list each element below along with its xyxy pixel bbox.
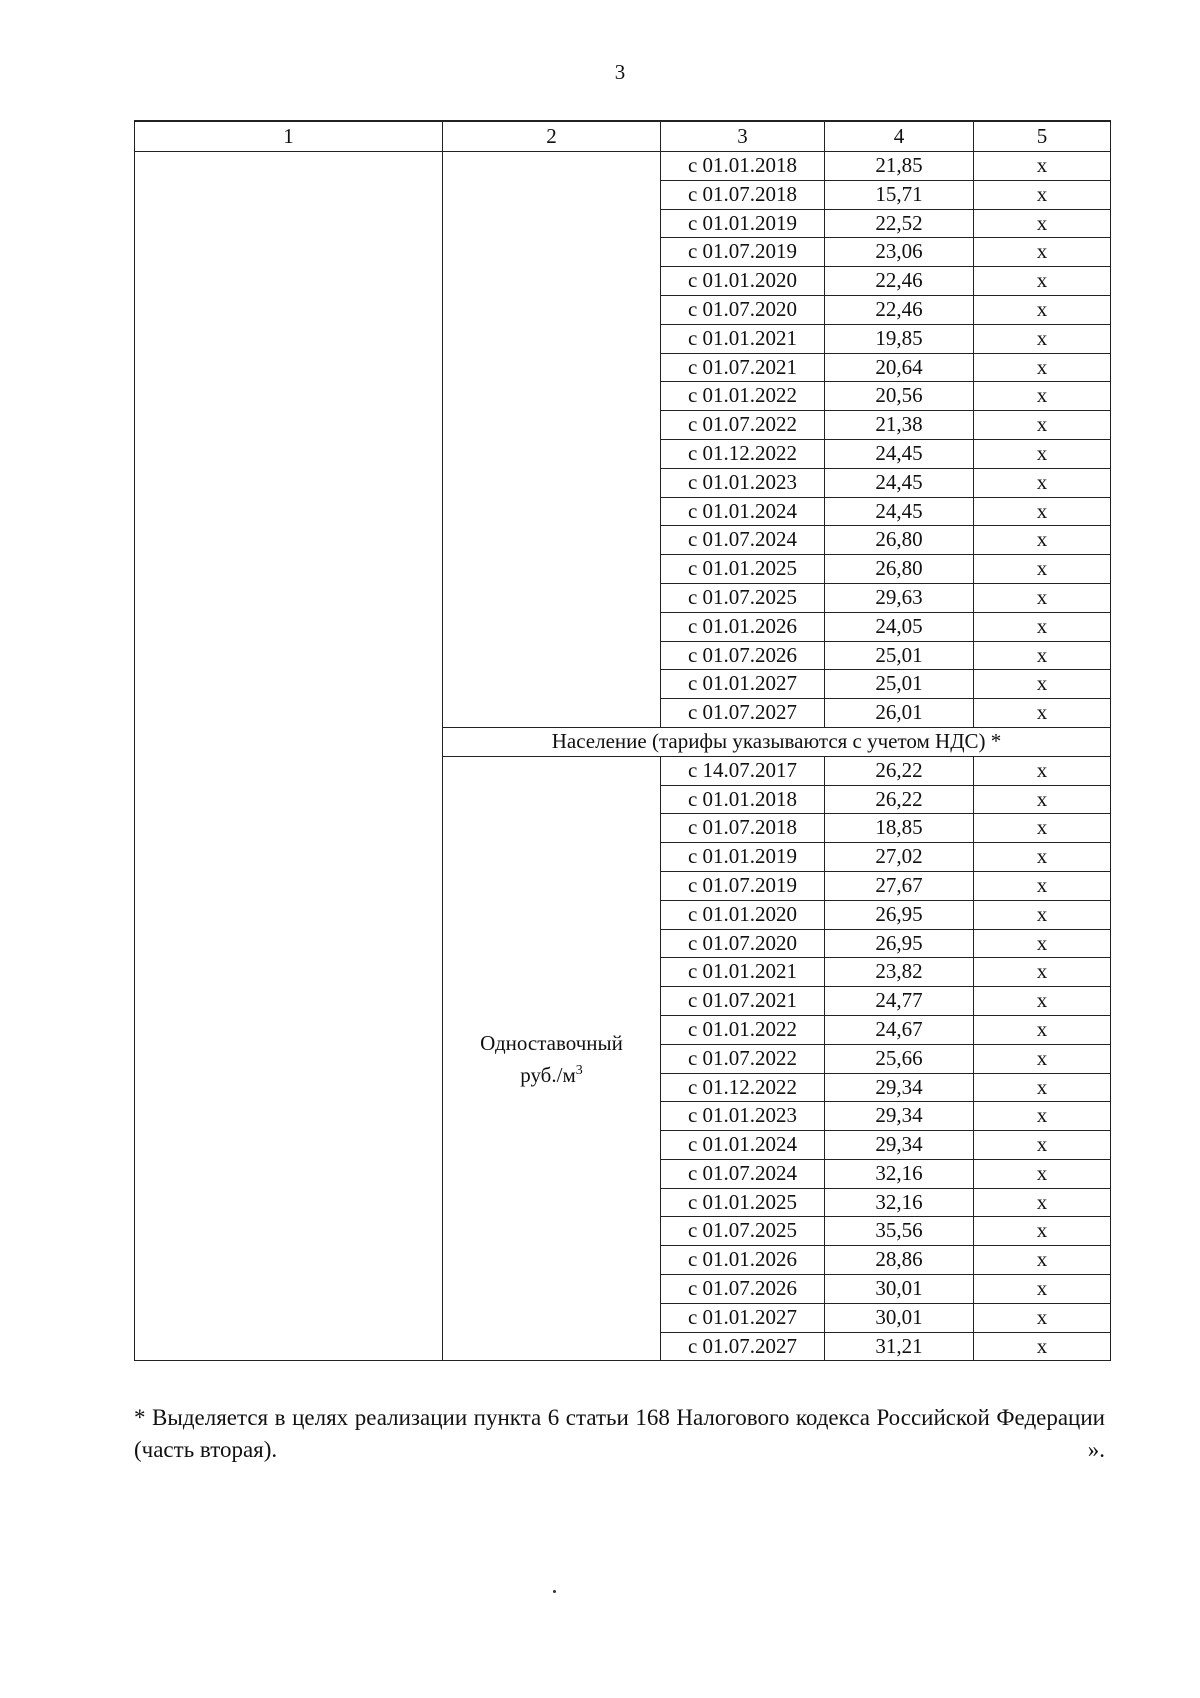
column-5-cell: х: [974, 1073, 1111, 1102]
column-5-cell: х: [974, 468, 1111, 497]
tariff-unit-superscript: 3: [575, 1062, 583, 1078]
column-5-cell: х: [974, 987, 1111, 1016]
date-cell: с 01.01.2023: [661, 1102, 825, 1131]
tariff-value-cell: 27,02: [825, 843, 974, 872]
tariff-value-cell: 25,01: [825, 641, 974, 670]
tariff-value-cell: 29,34: [825, 1131, 974, 1160]
date-cell: с 01.01.2027: [661, 670, 825, 699]
column-number-3: 3: [661, 121, 825, 152]
column-2-merged-cell: [443, 152, 661, 728]
column-5-cell: х: [974, 267, 1111, 296]
date-cell: с 01.01.2023: [661, 468, 825, 497]
date-cell: с 01.01.2026: [661, 1246, 825, 1275]
date-cell: с 01.01.2024: [661, 497, 825, 526]
date-cell: с 01.01.2018: [661, 152, 825, 181]
column-5-cell: х: [974, 180, 1111, 209]
tariff-value-cell: 27,67: [825, 871, 974, 900]
tariff-type-cell: [443, 756, 661, 1361]
column-5-cell: х: [974, 1275, 1111, 1304]
tariff-value-cell: 32,16: [825, 1159, 974, 1188]
date-cell: с 01.01.2022: [661, 382, 825, 411]
column-5-cell: х: [974, 814, 1111, 843]
column-5-cell: х: [974, 756, 1111, 785]
section-title: Население (тарифы указываются с учетом НДС) *: [443, 727, 1111, 756]
tariff-value-cell: 26,22: [825, 756, 974, 785]
date-cell: с 01.07.2024: [661, 526, 825, 555]
date-cell: с 01.07.2024: [661, 1159, 825, 1188]
column-5-cell: х: [974, 670, 1111, 699]
tariff-value-cell: 23,82: [825, 958, 974, 987]
date-cell: с 01.07.2018: [661, 814, 825, 843]
tariff-value-cell: 32,16: [825, 1188, 974, 1217]
date-cell: с 01.01.2019: [661, 843, 825, 872]
date-cell: с 01.07.2025: [661, 583, 825, 612]
column-5-cell: х: [974, 1131, 1111, 1160]
date-cell: с 01.01.2024: [661, 1131, 825, 1160]
date-cell: с 01.01.2021: [661, 958, 825, 987]
tariff-value-cell: 35,56: [825, 1217, 974, 1246]
date-cell: с 01.07.2019: [661, 871, 825, 900]
tariff-value-cell: 29,34: [825, 1073, 974, 1102]
date-cell: с 01.07.2021: [661, 987, 825, 1016]
tariff-unit-text: руб./м: [520, 1062, 576, 1087]
column-5-cell: х: [974, 353, 1111, 382]
tariff-value-cell: 26,95: [825, 900, 974, 929]
date-cell: с 01.01.2021: [661, 324, 825, 353]
date-cell: с 01.07.2022: [661, 411, 825, 440]
tariff-type-name: Одноставочный: [480, 1030, 623, 1055]
column-5-cell: х: [974, 699, 1111, 728]
tariff-value-cell: 30,01: [825, 1275, 974, 1304]
date-cell: с 01.07.2025: [661, 1217, 825, 1246]
tariff-value-cell: 19,85: [825, 324, 974, 353]
column-5-cell: х: [974, 1159, 1111, 1188]
tariff-value-cell: 18,85: [825, 814, 974, 843]
tariff-value-cell: 24,67: [825, 1015, 974, 1044]
tariff-value-cell: 24,45: [825, 439, 974, 468]
column-5-cell: х: [974, 238, 1111, 267]
column-5-cell: х: [974, 1332, 1111, 1361]
tariff-value-cell: 26,80: [825, 555, 974, 584]
tariff-value-cell: 26,95: [825, 929, 974, 958]
column-5-cell: х: [974, 555, 1111, 584]
column-5-cell: х: [974, 641, 1111, 670]
tariff-value-cell: 21,85: [825, 152, 974, 181]
date-cell: с 01.01.2020: [661, 267, 825, 296]
date-cell: с 01.01.2025: [661, 555, 825, 584]
tariff-value-cell: 28,86: [825, 1246, 974, 1275]
date-cell: с 01.01.2026: [661, 612, 825, 641]
column-5-cell: х: [974, 871, 1111, 900]
date-cell: с 01.01.2020: [661, 900, 825, 929]
column-5-cell: х: [974, 295, 1111, 324]
column-5-cell: х: [974, 929, 1111, 958]
tariff-value-cell: 25,66: [825, 1044, 974, 1073]
date-cell: с 01.01.2025: [661, 1188, 825, 1217]
date-cell: с 01.12.2022: [661, 439, 825, 468]
column-number-2: 2: [443, 121, 661, 152]
page-number: 3: [614, 60, 626, 84]
column-number-1: 1: [135, 121, 443, 152]
tariff-value-cell: 29,63: [825, 583, 974, 612]
column-number-4: 4: [825, 121, 974, 152]
date-cell: с 01.07.2020: [661, 295, 825, 324]
column-5-cell: х: [974, 1246, 1111, 1275]
tariff-value-cell: 24,45: [825, 468, 974, 497]
date-cell: с 01.01.2027: [661, 1303, 825, 1332]
column-1-merged-cell: [135, 152, 443, 1361]
tariff-value-cell: 21,38: [825, 411, 974, 440]
tariff-value-cell: 22,46: [825, 267, 974, 296]
column-number-5: 5: [974, 121, 1111, 152]
column-5-cell: х: [974, 1217, 1111, 1246]
tariff-value-cell: 23,06: [825, 238, 974, 267]
date-cell: с 01.07.2018: [661, 180, 825, 209]
tariff-value-cell: 30,01: [825, 1303, 974, 1332]
tariff-value-cell: 29,34: [825, 1102, 974, 1131]
column-5-cell: х: [974, 612, 1111, 641]
tariff-value-cell: 26,22: [825, 785, 974, 814]
column-5-cell: х: [974, 1102, 1111, 1131]
column-5-cell: х: [974, 1303, 1111, 1332]
tariff-value-cell: 24,77: [825, 987, 974, 1016]
date-cell: с 01.01.2022: [661, 1015, 825, 1044]
column-5-cell: х: [974, 785, 1111, 814]
tariff-unit: [443, 1057, 660, 1089]
date-cell: с 01.01.2019: [661, 209, 825, 238]
column-5-cell: х: [974, 526, 1111, 555]
column-5-cell: х: [974, 1044, 1111, 1073]
tariff-value-cell: 20,56: [825, 382, 974, 411]
tariff-value-cell: 31,21: [825, 1332, 974, 1361]
tariff-table-body: [135, 121, 1111, 1361]
column-5-cell: х: [974, 152, 1111, 181]
column-5-cell: х: [974, 583, 1111, 612]
column-5-cell: х: [974, 497, 1111, 526]
column-5-cell: х: [974, 958, 1111, 987]
column-5-cell: х: [974, 1188, 1111, 1217]
column-5-cell: х: [974, 843, 1111, 872]
tariff-value-cell: 26,80: [825, 526, 974, 555]
date-cell: с 01.07.2026: [661, 641, 825, 670]
column-5-cell: х: [974, 382, 1111, 411]
column-5-cell: х: [974, 411, 1111, 440]
date-cell: с 01.07.2027: [661, 1332, 825, 1361]
table-row: [135, 152, 1111, 181]
footnote-text: * Выделяется в целях реализации пункта 6 статьи 168 Налогового кодекса Российской Федерации (часть вторая).: [134, 1405, 1105, 1462]
date-cell: с 01.12.2022: [661, 1073, 825, 1102]
tariff-value-cell: 24,45: [825, 497, 974, 526]
scan-dot: [553, 1590, 556, 1593]
date-cell: с 01.07.2020: [661, 929, 825, 958]
date-cell: с 01.01.2018: [661, 785, 825, 814]
date-cell: с 01.07.2027: [661, 699, 825, 728]
tariff-value-cell: 20,64: [825, 353, 974, 382]
date-cell: с 01.07.2026: [661, 1275, 825, 1304]
footnote: [134, 1402, 1105, 1466]
tariff-table: [134, 120, 1111, 1361]
tariff-value-cell: 26,01: [825, 699, 974, 728]
column-5-cell: х: [974, 324, 1111, 353]
closing-quote-mark: ».: [1087, 1437, 1105, 1462]
date-cell: с 01.07.2021: [661, 353, 825, 382]
column-5-cell: х: [974, 439, 1111, 468]
date-cell: с 14.07.2017: [661, 756, 825, 785]
tariff-value-cell: 24,05: [825, 612, 974, 641]
tariff-value-cell: 22,52: [825, 209, 974, 238]
column-5-cell: х: [974, 209, 1111, 238]
date-cell: с 01.07.2022: [661, 1044, 825, 1073]
tariff-value-cell: 15,71: [825, 180, 974, 209]
tariff-value-cell: 22,46: [825, 295, 974, 324]
column-number-row: [135, 121, 1111, 152]
tariff-value-cell: 25,01: [825, 670, 974, 699]
column-5-cell: х: [974, 1015, 1111, 1044]
date-cell: с 01.07.2019: [661, 238, 825, 267]
column-5-cell: х: [974, 900, 1111, 929]
